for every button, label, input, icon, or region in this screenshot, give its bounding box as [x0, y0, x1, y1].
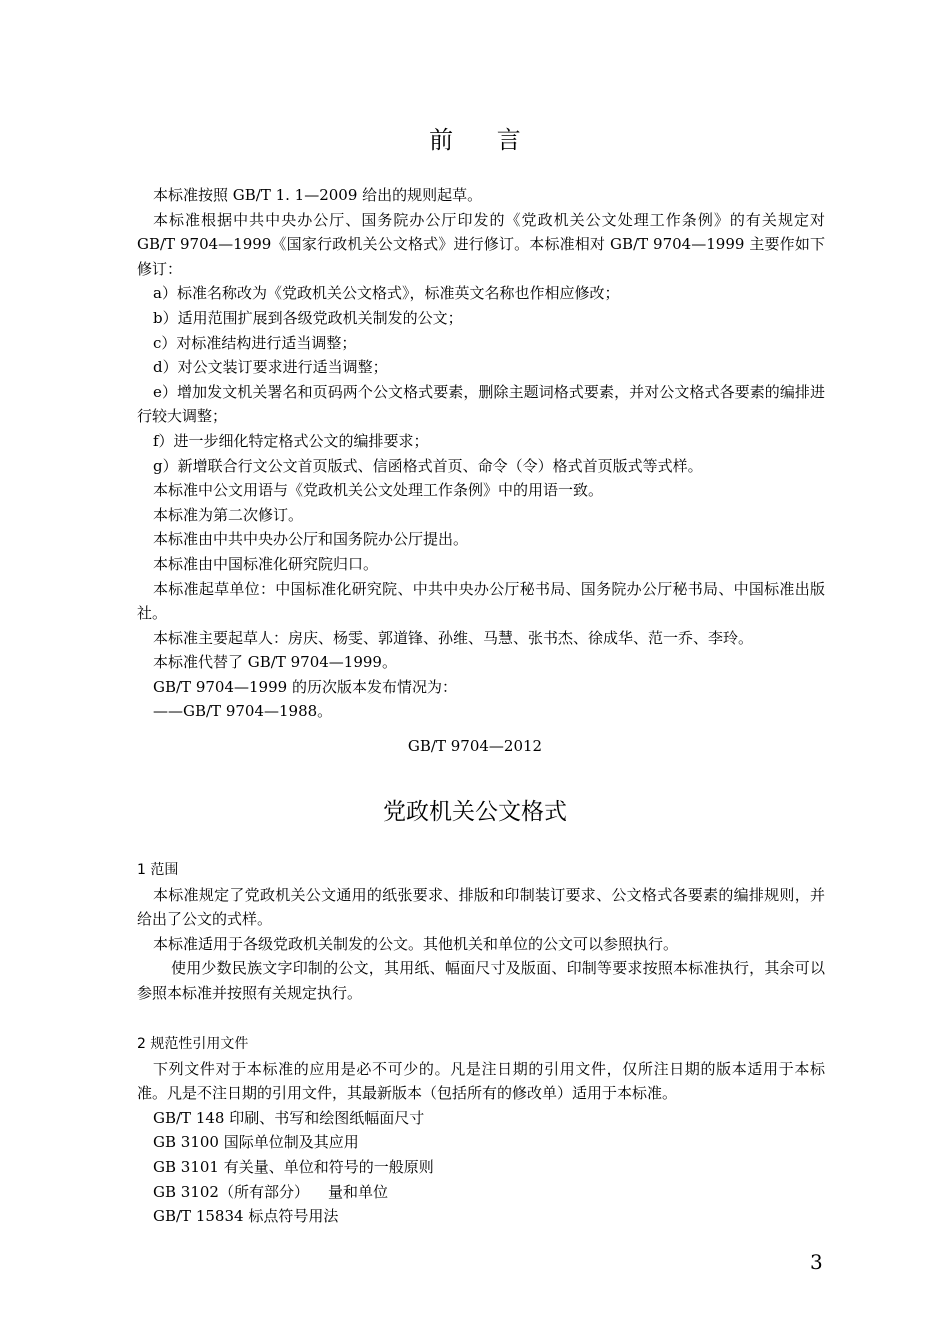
preface-paragraph: ——GB/T 9704—1988。	[153, 702, 333, 721]
preface-paragraph: 本标准起草单位：中国标准化研究院、中共中央办公厅秘书局、国务院办公厅秘书局、中国标准出版社。	[137, 579, 825, 623]
preface-paragraph: 本标准由中共中央办公厅和国务院办公厅提出。	[153, 530, 469, 549]
preface-paragraph: 本标准由中国标准化研究院归口。	[153, 554, 379, 573]
preface-paragraph: 本标准代替了 GB/T 9704—1999。	[153, 653, 397, 672]
section-heading: 1 范围	[137, 862, 179, 878]
section-1	[137, 858, 825, 1006]
preface-title: 前 言	[429, 126, 539, 154]
document-title: 党政机关公文格式	[383, 799, 567, 825]
preface-paragraph: 本标准按照 GB/T 1. 1—2009 给出的规则起草。	[153, 186, 483, 204]
reference-item: GB/T 148 印刷、书写和绘图纸幅面尺寸	[153, 1108, 425, 1127]
reference-item: GB 3100 国际单位制及其应用	[153, 1133, 359, 1152]
section-2	[137, 1032, 825, 1229]
preface-body	[137, 183, 825, 724]
revision-item: f）进一步细化特定格式公文的编排要求；	[153, 431, 429, 450]
revision-item: c）对标准结构进行适当调整；	[153, 333, 357, 352]
section-paragraph: 下列文件对于本标准的应用是必不可少的。凡是注日期的引用文件，仅所注日期的版本适用于本标准。凡是不注日期的引用文件，其最新版本（包括所有的修改单）适用于本标准。	[137, 1059, 825, 1103]
section-paragraph: 使用少数民族文字印制的公文，其用纸、幅面尺寸及版面、印制等要求按照本标准执行，其余可以参照本标准并按照有关规定执行。	[137, 959, 825, 1002]
section-heading: 2 规范性引用文件	[137, 1036, 249, 1052]
revision-item: a）标准名称改为《党政机关公文格式》，标准英文名称也作相应修改；	[153, 284, 620, 303]
standard-number: GB/T 9704—2012	[407, 737, 543, 755]
preface-paragraph: GB/T 9704—1999 的历次版本发布情况为：	[153, 677, 457, 696]
revision-item: d）对公文装订要求进行适当调整；	[153, 358, 388, 377]
section-paragraph: 本标准规定了党政机关公文通用的纸张要求、排版和印制装订要求、公文格式各要素的编排规则，并给出了公文的式样。	[137, 885, 825, 929]
reference-item: GB 3101 有关量、单位和符号的一般原则	[153, 1157, 434, 1176]
section-paragraph: 本标准适用于各级党政机关制发的公文。其他机关和单位的公文可以参照执行。	[153, 934, 679, 953]
reference-item: GB/T 15834 标点符号用法	[153, 1207, 339, 1226]
preface-paragraph: 本标准根据中共中央办公厅、国务院办公厅印发的《党政机关公文处理工作条例》的有关规定对 GB/T 9704—1999《国家行政机关公文格式》进行修订。本标准相对 GB/T 9704—1999 主要作如下修订：	[137, 210, 825, 278]
preface-paragraph: 本标准为第二次修订。	[153, 505, 304, 524]
preface-paragraph: 本标准主要起草人：房庆、杨雯、郭道锋、孙维、马慧、张书杰、徐成华、范一乔、李玲。	[153, 628, 754, 647]
page-number: 3	[810, 1250, 823, 1274]
revision-item: e）增加发文机关署名和页码两个公文格式要素，删除主题词格式要素，并对公文格式各要素的编排进行较大调整；	[137, 382, 825, 426]
revision-item: b）适用范围扩展到各级党政机关制发的公文；	[153, 308, 463, 327]
reference-item: GB 3102（所有部分） 量和单位	[153, 1182, 389, 1201]
preface-paragraph: 本标准中公文用语与《党政机关公文处理工作条例》中的用语一致。	[153, 481, 604, 500]
revision-item: g）新增联合行文公文首页版式、信函格式首页、命令（令）格式首页版式等式样。	[153, 456, 703, 475]
